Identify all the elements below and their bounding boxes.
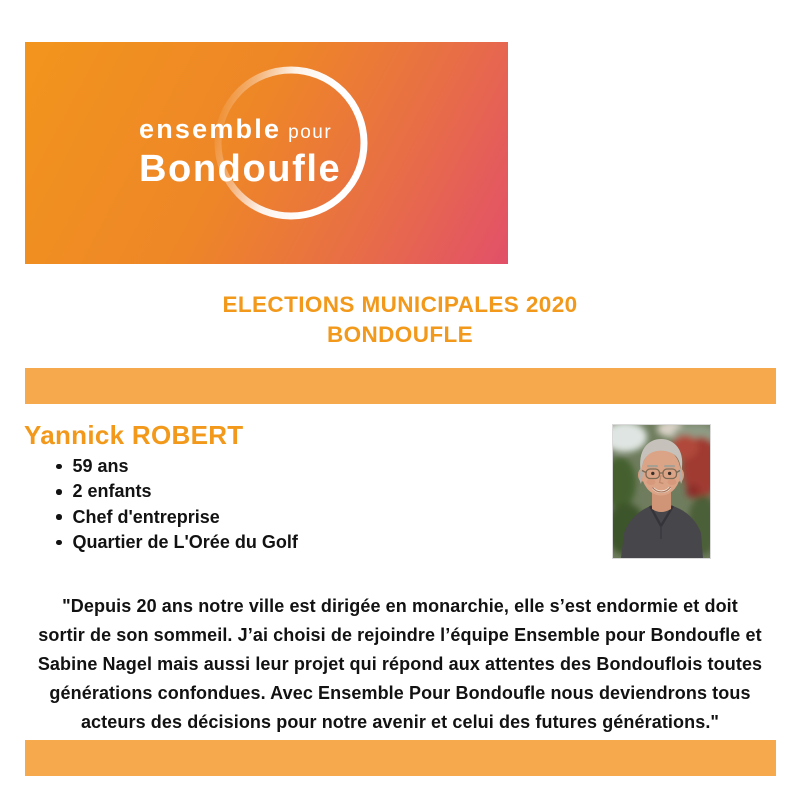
divider-top <box>25 368 776 404</box>
detail-children: 2 enfants <box>56 479 298 504</box>
title-line-elections: ELECTIONS MUNICIPALES 2020 <box>222 292 578 317</box>
quote-line: sortir de son sommeil. J’ai choisi de rejoindre l’équipe Ensemble pour Bondoufle et <box>38 625 762 645</box>
candidate-details-list <box>56 454 298 555</box>
page-title <box>0 290 800 350</box>
bullet-icon <box>56 464 62 470</box>
quote-line: Sabine Nagel mais aussi leur projet qui répond aux attentes des Bondouflois toutes <box>37 654 763 674</box>
logo-wordmark <box>139 114 341 191</box>
detail-age: 59 ans <box>56 454 298 479</box>
logo-line-2: Bondoufle <box>139 148 342 190</box>
bullet-icon <box>56 489 62 495</box>
divider-bottom <box>25 740 776 776</box>
candidate-quote <box>30 592 770 737</box>
detail-neighborhood: Quartier de L'Orée du Golf <box>56 530 298 555</box>
title-line-bondoufle: BONDOUFLE <box>326 322 474 347</box>
detail-occupation: Chef d'entreprise <box>56 505 298 530</box>
candidate-photo <box>613 425 710 558</box>
portrait-image <box>613 425 710 558</box>
candidate-name: Yannick ROBERT <box>24 420 244 450</box>
bullet-icon <box>56 540 62 546</box>
quote-line: acteurs des décisions pour notre avenir et celui des futures générations." <box>80 712 720 732</box>
campaign-banner <box>25 42 508 264</box>
quote-line: générations confondues. Avec Ensemble Pour Bondoufle nous deviendrons tous <box>49 683 751 703</box>
logo-line-1: ensemble pour <box>139 114 333 144</box>
bullet-icon <box>56 514 62 520</box>
quote-line: "Depuis 20 ans notre ville est dirigée en monarchie, elle s’est endormie et doit <box>62 596 738 616</box>
